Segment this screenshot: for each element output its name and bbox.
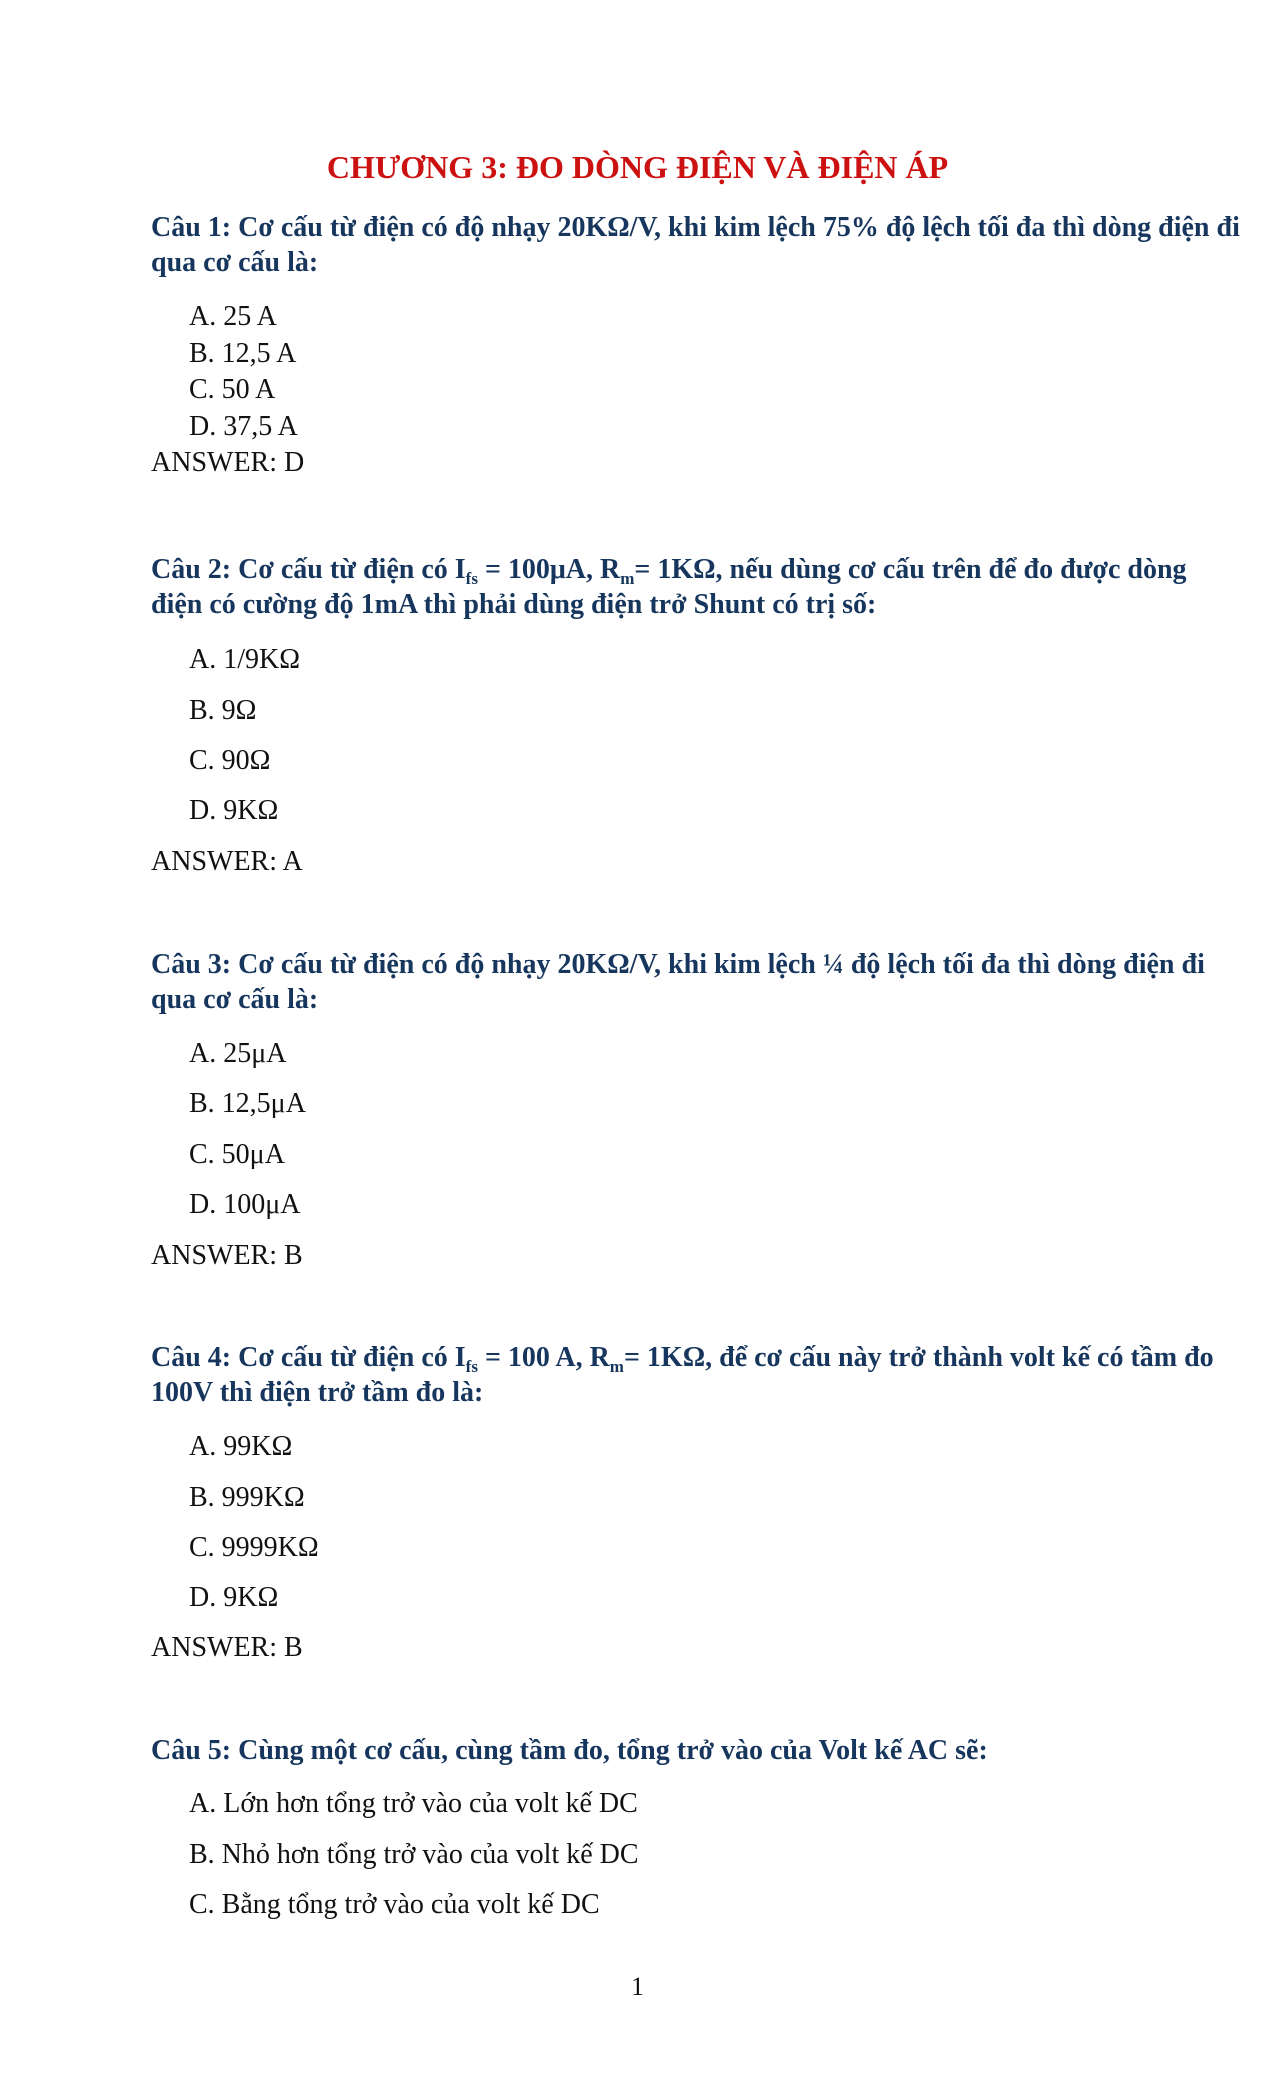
question-4-subscript-m: m <box>609 1357 624 1376</box>
question-4-text-a: Câu 4: Cơ cấu từ điện có I <box>151 1342 466 1373</box>
question-3: Câu 3: Cơ cấu từ điện có độ nhạy 20KΩ/V, khi kim lệch ¼ độ lệch tối đa thì dòng điện đi qua cơ cấu là: <box>151 949 1205 1015</box>
question-2-option-d: D. 9KΩ <box>189 795 279 826</box>
question-5-option-a: A. Lớn hơn tổng trở vào của volt kế DC <box>189 1788 638 1819</box>
question-1-option-c: C. 50 A <box>189 374 276 405</box>
question-2-answer: ANSWER: A <box>151 846 303 877</box>
question-2-option-c: C. 90Ω <box>189 745 271 776</box>
question-3-option-c: C. 50μA <box>189 1139 285 1170</box>
question-1-option-d: D. 37,5 A <box>189 411 298 442</box>
question-4-option-d: D. 9KΩ <box>189 1582 279 1613</box>
question-4 <box>151 1340 1241 1410</box>
question-3-answer: ANSWER: B <box>151 1240 303 1271</box>
question-2-text-c: = 1KΩ, nếu dùng cơ cấu trên để đo được dòng điện có cường độ 1mA thì phải dùng điện trở Shunt có trị số: <box>151 554 1187 620</box>
question-2 <box>151 552 1241 622</box>
question-4-text-c: = 1KΩ, để cơ cấu này trở thành volt kế có tầm đo 100V thì điện trở tầm đo là: <box>151 1342 1214 1408</box>
question-2-text-b: = 100μA, R <box>477 554 621 585</box>
question-4-option-a: A. 99KΩ <box>189 1431 293 1462</box>
question-4-option-b: B. 999KΩ <box>189 1482 305 1513</box>
chapter-title: CHƯƠNG 3: ĐO DÒNG ĐIỆN VÀ ĐIỆN ÁP <box>326 149 949 185</box>
question-4-answer: ANSWER: B <box>151 1632 303 1663</box>
question-2-option-a: A. 1/9KΩ <box>189 644 301 675</box>
question-1-option-b: B. 12,5 A <box>189 338 297 369</box>
question-4-text-b: = 100 A, R <box>477 1342 610 1373</box>
question-5: Câu 5: Cùng một cơ cấu, cùng tầm đo, tổng trở vào của Volt kế AC sẽ: <box>151 1735 988 1766</box>
question-1-answer: ANSWER: D <box>151 447 305 478</box>
question-3-option-d: D. 100μA <box>189 1189 301 1220</box>
question-3-option-b: B. 12,5μA <box>189 1088 306 1119</box>
question-3-option-a: A. 25μA <box>189 1038 287 1069</box>
question-5-option-c: C. Bằng tổng trở vào của volt kế DC <box>189 1889 600 1920</box>
question-1-option-a: A. 25 A <box>189 301 277 332</box>
question-2-subscript-m: m <box>620 569 635 588</box>
question-4-option-c: C. 9999KΩ <box>189 1532 319 1563</box>
question-2-option-b: B. 9Ω <box>189 695 257 726</box>
question-2-subscript-fs: fs <box>465 569 478 588</box>
question-5-option-b: B. Nhỏ hơn tổng trở vào của volt kế DC <box>189 1839 639 1870</box>
page-number: 1 <box>631 1972 644 2001</box>
question-4-subscript-fs: fs <box>465 1357 478 1376</box>
question-1: Câu 1: Cơ cấu từ điện có độ nhạy 20KΩ/V, khi kim lệch 75% độ lệch tối đa thì dòng điện đi qua cơ cấu là: <box>151 212 1240 278</box>
question-2-text-a: Câu 2: Cơ cấu từ điện có I <box>151 554 466 585</box>
